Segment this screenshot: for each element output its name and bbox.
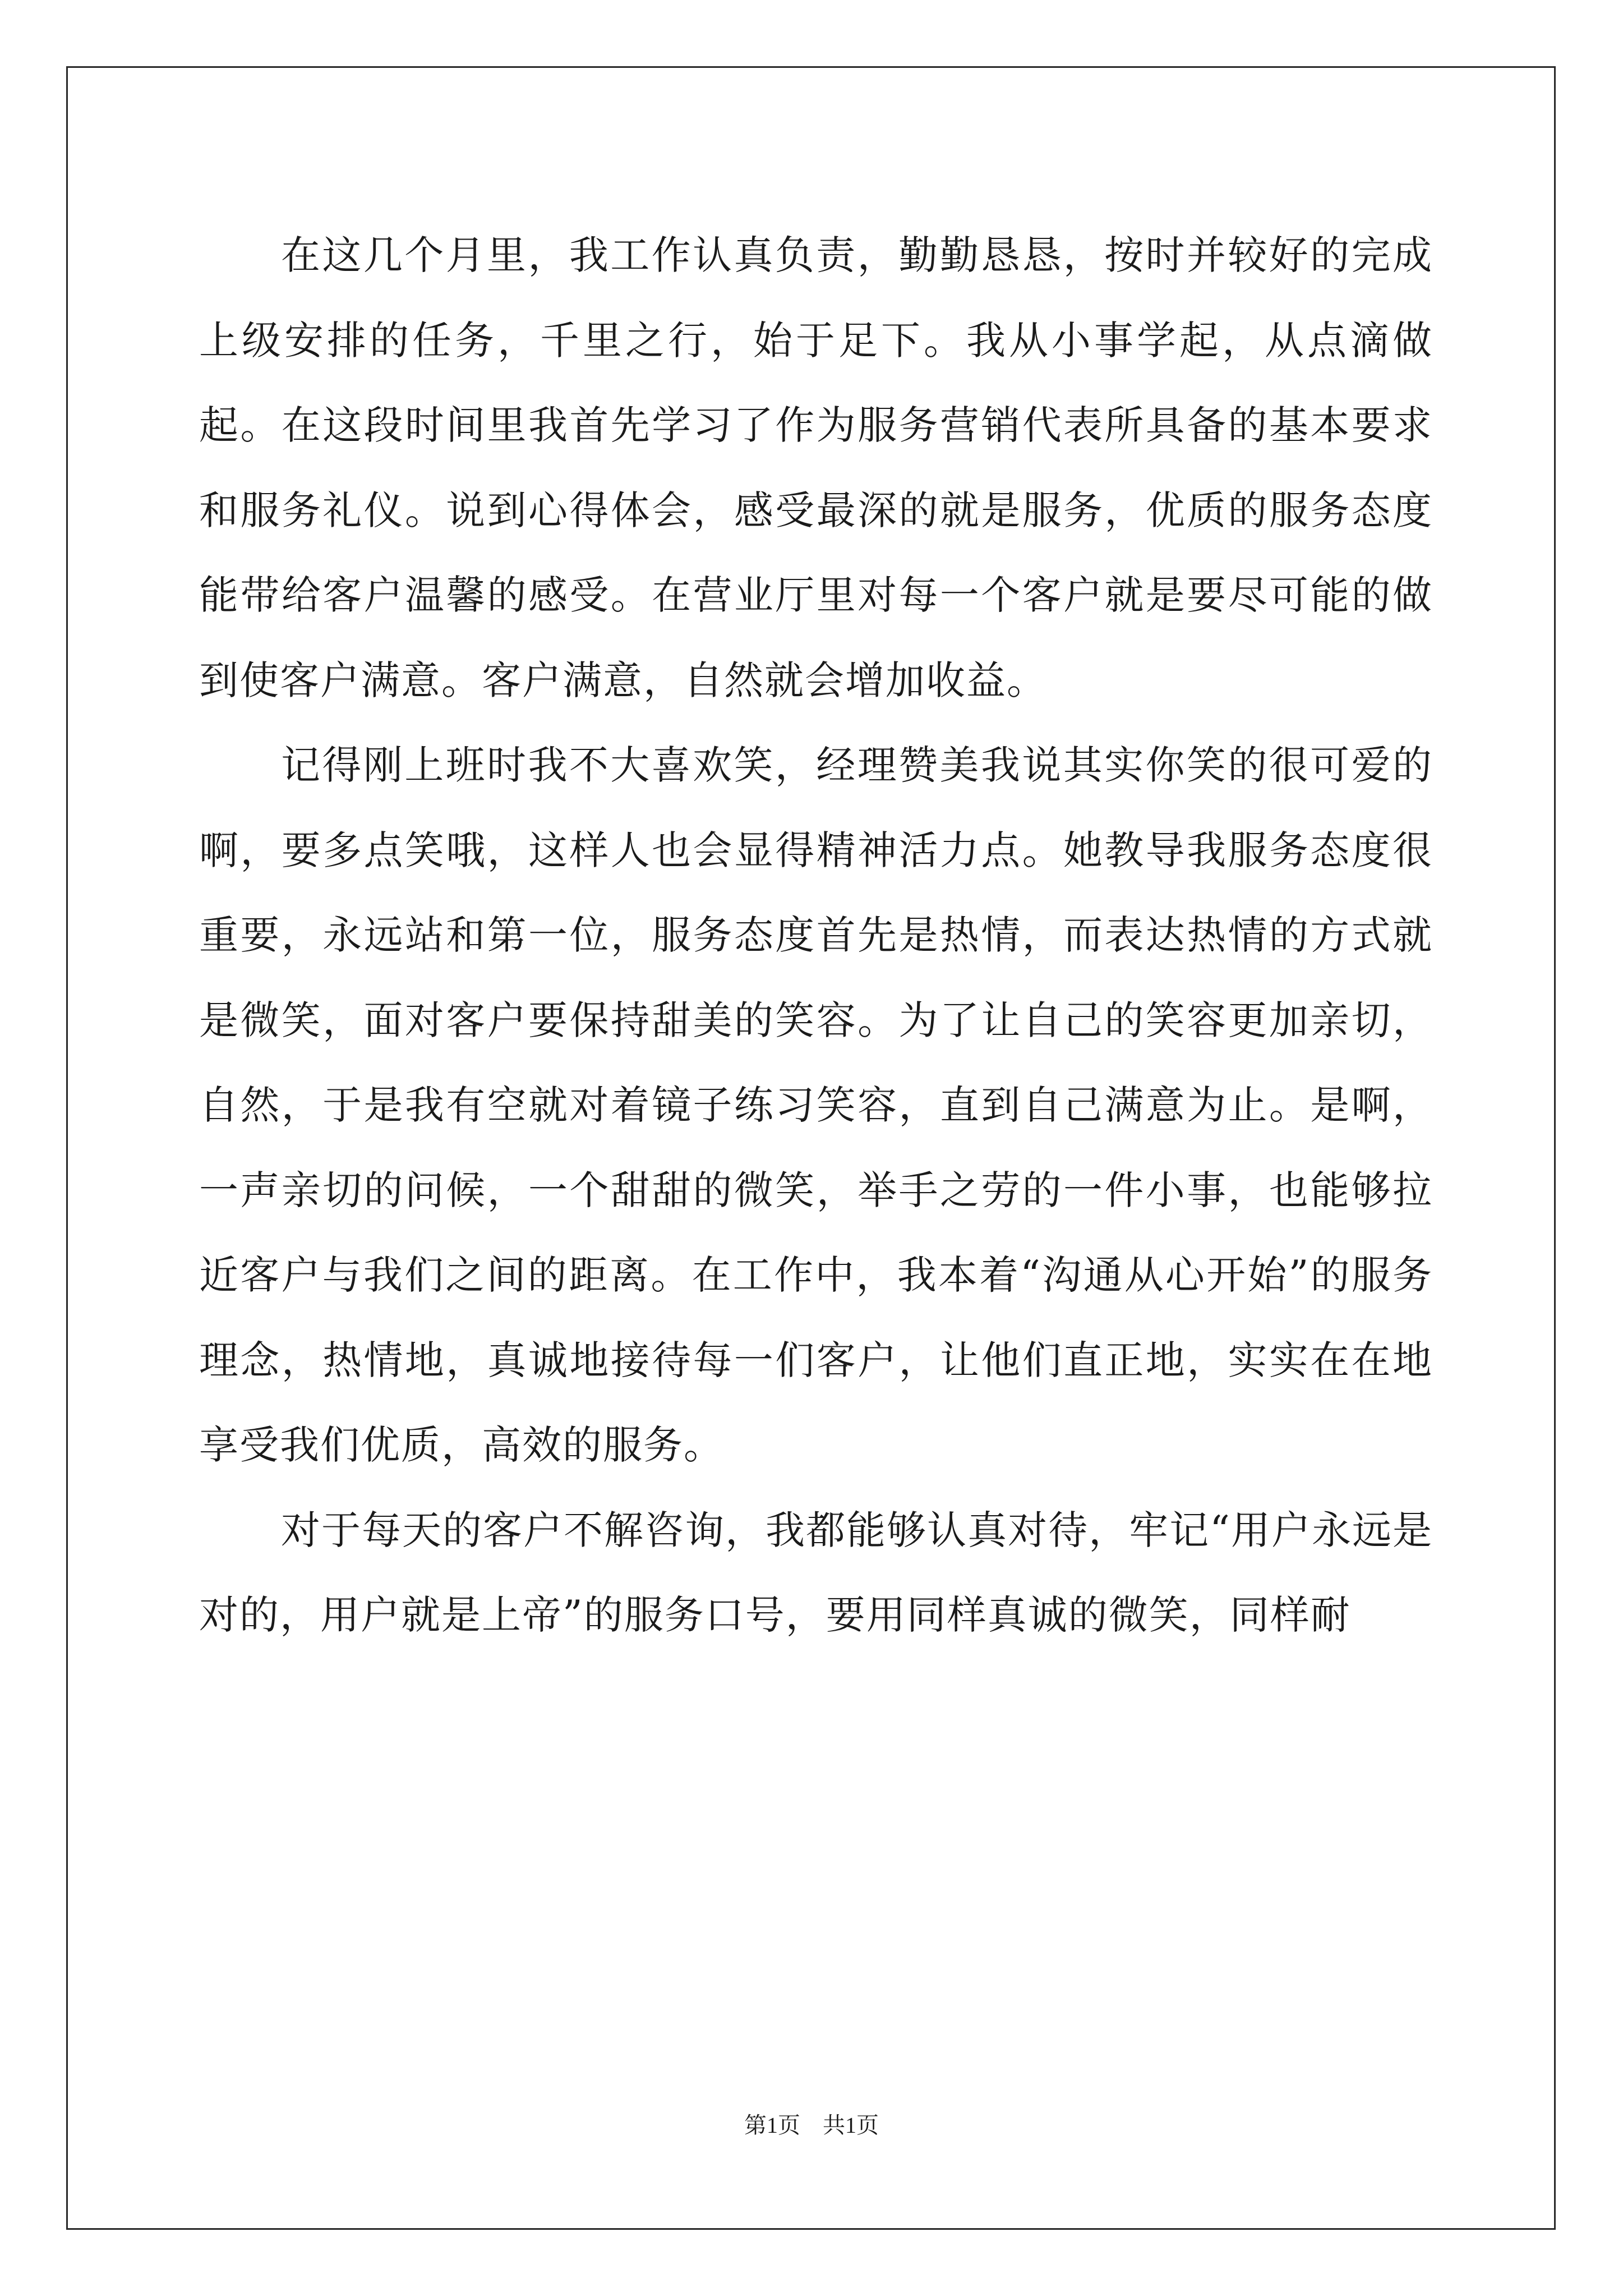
paragraph-1: 在这几个月里，我工作认真负责，勤勤恳恳，按时并较好的完成上级安排的任务，千里之行，始于足下。我从小事学起，从点滴做起。在这段时间里我首先学习了作为服务营销代表所具备的基本要求和服务礼仪。说到心得体会，感受最深的就是服务，优质的服务态度能带给客户温馨的感受。在营业厅里对每一个客户就是要尽可能的做到使客户满意。客户满意，自然就会增加收益。 — [199, 232, 1433, 703]
paragraph-3: 对于每天的客户不解咨询，我都能够认真对待，牢记“用户永远是对的，用户就是上帝”的服务口号，要用同样真诚的微笑，同样耐 — [199, 1507, 1433, 1638]
paragraph-2: 记得刚上班时我不大喜欢笑，经理赞美我说其实你笑的很可爱的啊，要多点笑哦，这样人也会显得精神活力点。她教导我服务态度很重要，永远站和第一位，服务态度首先是热情，而表达热情的方式就是微笑，面对客户要保持甜美的笑容。为了让自己的笑容更加亲切，自然，于是我有空就对着镜子练习笑容，直到自己满意为止。是啊，一声亲切的问候，一个甜甜的微笑，举手之劳的一件小事，也能够拉近客户与我们之间的距离。在工作中，我本着“沟通从心开始”的服务理念，热情地，真诚地接待每一们客户，让他们直正地，实实在在地享受我们优质，高效的服务。 — [199, 742, 1433, 1468]
page-footer: 第1页 共1页 — [744, 2113, 879, 2138]
document-body — [199, 213, 1433, 1658]
